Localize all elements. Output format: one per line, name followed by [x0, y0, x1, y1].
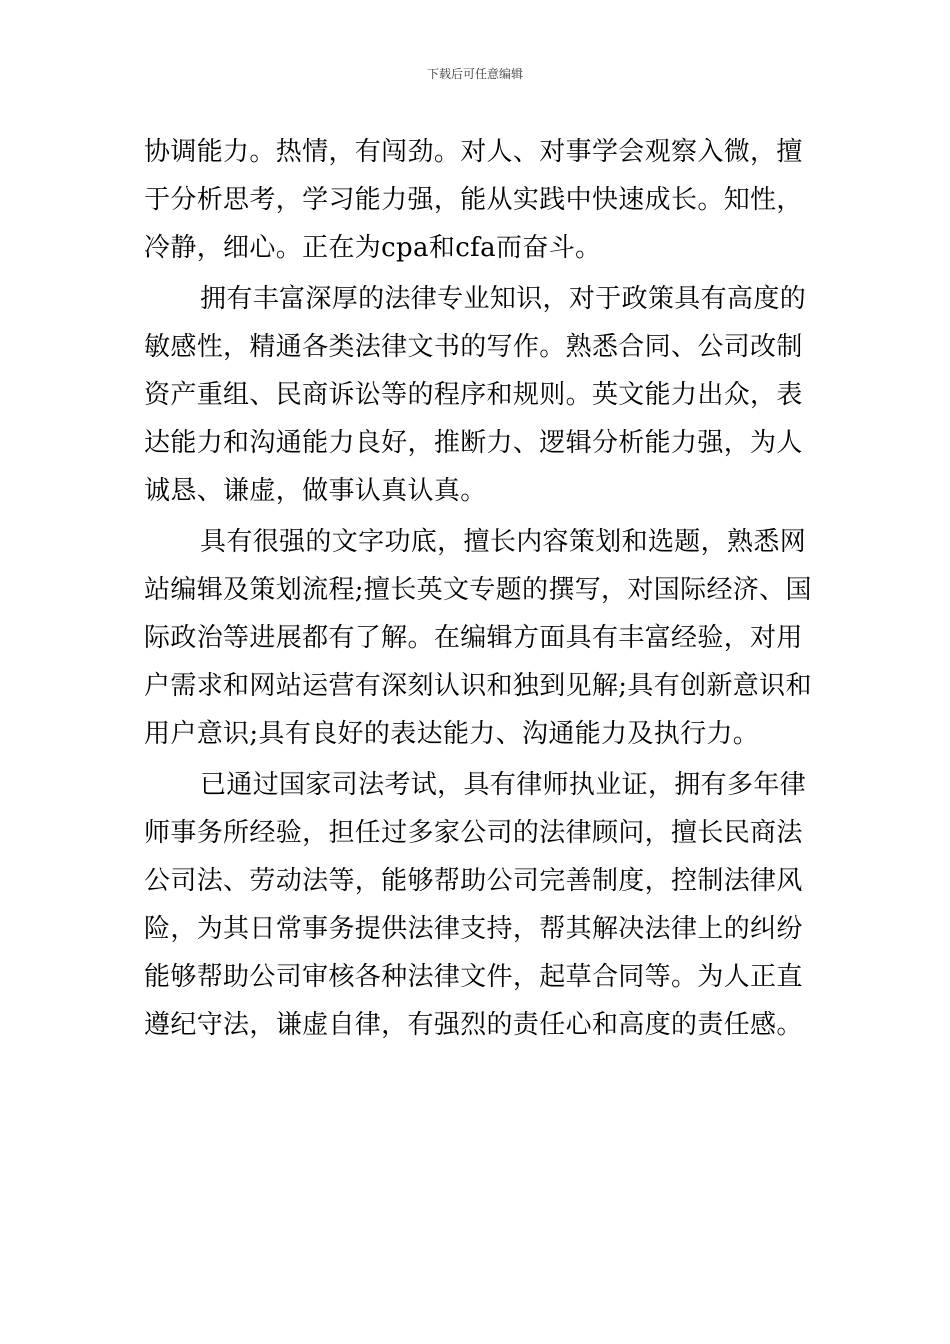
text-line: 师事务所经验，担任过多家公司的法律顾问，擅长民商法 — [144, 818, 803, 848]
text-line: 拥有丰富深厚的法律专业知识，对于政策具有高度的 — [200, 284, 807, 314]
paragraph-continuation — [144, 128, 808, 272]
text-line: 于分析思考，学习能力强，能从实践中快速成长。知性， — [144, 185, 803, 215]
text-line: 际政治等进展都有了解。在编辑方面具有丰富经验，对用 — [144, 623, 803, 653]
text-line: 公司法、劳动法等，能够帮助公司完善制度，控制法律风 — [144, 866, 803, 896]
text-line: 站编辑及策划流程;擅长英文专题的撰写，对国际经济、国 — [144, 575, 812, 605]
text-line: 资产重组、民商诉讼等的程序和规则。英文能力出众，表 — [144, 380, 803, 410]
text-line: 能够帮助公司审核各种法律文件，起草合同等。为人正直 — [144, 962, 803, 992]
text-line: 冷静，细心。正在为cpa和cfa而奋斗。 — [144, 233, 602, 263]
document-body — [144, 128, 812, 1052]
paragraph-legal-expertise — [144, 275, 808, 515]
text-line: 已通过国家司法考试，具有律师执业证，拥有多年律 — [200, 770, 807, 800]
page-header: 下载后可任意编辑 — [426, 67, 523, 81]
text-line: 户需求和网站运营有深刻认识和独到见解;具有创新意识和 — [144, 671, 812, 701]
text-line: 用户意识;具有良好的表达能力、沟通能力及执行力。 — [144, 719, 760, 749]
text-line: 达能力和沟通能力良好，推断力、逻辑分析能力强，为人 — [144, 428, 803, 458]
text-line: 诚恳、谦虚，做事认真认真。 — [144, 476, 487, 506]
text-line: 具有很强的文字功底，擅长内容策划和选题，熟悉网 — [200, 527, 807, 557]
text-line: 敏感性，精通各类法律文书的写作。熟悉合同、公司改制 — [144, 332, 803, 362]
text-line: 协调能力。热情，有闯劲。对人、对事学会观察入微，擅 — [144, 137, 803, 167]
paragraph-lawyer-experience — [144, 761, 808, 1049]
text-line: 遵纪守法，谦虚自律，有强烈的责任心和高度的责任感。 — [144, 1010, 803, 1040]
text-line: 险，为其日常事务提供法律支持，帮其解决法律上的纠纷 — [144, 914, 803, 944]
paragraph-editing-skills — [144, 518, 812, 758]
